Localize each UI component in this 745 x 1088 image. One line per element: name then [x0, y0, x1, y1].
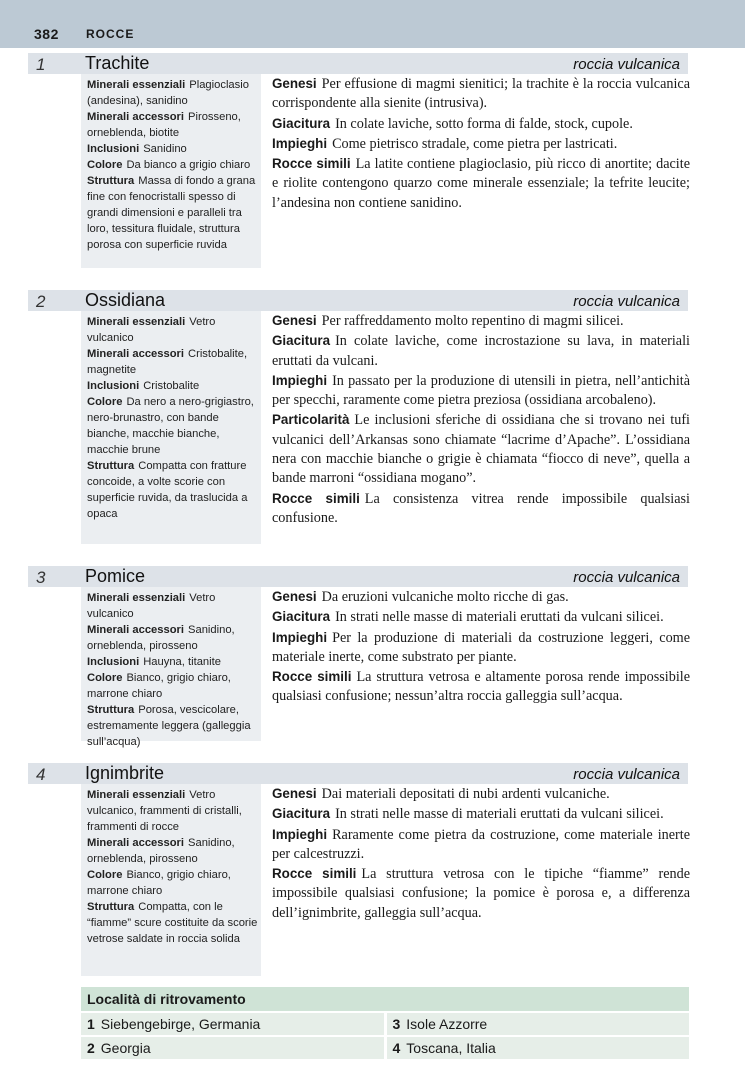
properties-box — [81, 587, 261, 748]
desc-paragraph: Rocce simili La consistenza vitrea rende impossibile qualsiasi confusione. — [272, 490, 690, 526]
desc-paragraph: Giacitura In colate laviche, come incrostazione su lava, in materiali eruttati da vulcani. — [272, 333, 690, 369]
desc-paragraph: Giacitura In strati nelle masse di materiali eruttati da vulcani silicei. — [272, 609, 664, 626]
location-cell: 2 Georgia — [81, 1037, 384, 1059]
prop-line: Minerali essenziali Plagioclasio (andesina), sanidino — [87, 79, 249, 107]
location-cell: 3 Isole Azzorre — [387, 1013, 690, 1035]
location-cell: 1 Siebengebirge, Germania — [81, 1013, 384, 1035]
rock-type: roccia vulcanica — [573, 766, 680, 783]
prop-line: Minerali accessori Sanidino, orneblenda, pirosseno — [87, 624, 235, 652]
desc-paragraph: Impieghi Per la produzione di materiali da costruzione leggeri, come materiale inerte, come substrato per piante. — [272, 629, 690, 665]
desc-paragraph: Giacitura In strati nelle masse di materiali eruttati da vulcani silicei. — [272, 806, 664, 823]
desc-paragraph: Impieghi In passato per la produzione di utensili in pietra, nell’antichità per specchi, raramente come pietra preziosa (ossidiana arcobaleno). — [272, 372, 690, 409]
prop-line: Struttura Compatta con fratture concoide, a volte scorie con superficie ruvida, da traslucida a opaca — [87, 460, 248, 520]
description — [272, 311, 690, 528]
rock-name: Pomice — [85, 566, 146, 586]
rock-number: 1 — [36, 55, 46, 74]
desc-paragraph: Genesi Da eruzioni vulcaniche molto ricche di gas. — [272, 589, 569, 605]
desc-paragraph: Impieghi Come pietrisco stradale, come pietra per lastricati. — [272, 135, 618, 152]
rock-name: Ignimbrite — [85, 763, 165, 783]
prop-line: Struttura Compatta, con le “fiamme” scure costituite da scorie vetrose saldate in roccia solida — [87, 901, 258, 945]
description — [272, 587, 690, 707]
properties-box — [81, 784, 261, 976]
locations-table — [81, 987, 689, 1059]
prop-line: Struttura Porosa, vescicolare, estremamente leggera (galleggia sull’acqua) — [87, 704, 251, 748]
rock-type: roccia vulcanica — [573, 569, 680, 586]
prop-line: Struttura Massa di fondo a grana fine con fenocristalli spesso di grandi dimensioni e paralleli tra loro, tessitura fluidale, struttura porosa con superficie ruvida — [87, 175, 256, 251]
prop-line: Minerali essenziali Vetro vulcanico — [87, 592, 216, 620]
prop-line: Minerali accessori Cristobalite, magnetite — [87, 348, 248, 376]
desc-paragraph: Genesi Per effusione di magmi sienitici; la trachite è la roccia vulcanica corrispondente alla sienite (intrusiva). — [272, 76, 690, 112]
rock-number: 2 — [36, 292, 46, 311]
prop-line: Inclusioni Cristobalite — [87, 380, 200, 392]
desc-paragraph: Genesi Dai materiali depositati di nubi ardenti vulcaniche. — [272, 786, 610, 802]
rock-type: roccia vulcanica — [573, 56, 680, 73]
desc-paragraph: Genesi Per raffreddamento molto repentino di magmi silicei. — [272, 313, 624, 329]
desc-paragraph: Particolarità Le inclusioni sferiche di ossidiana che si trovano nei tufi vulcanici dell’Arkansas sono chiamate “lacrime d’Apache”. L’ossidiana nera con macchie bianche o grigie è chiamata “fiocco di neve”, quella a bande marroni “ossidiana mogano”. — [272, 412, 690, 487]
rock-number: 3 — [36, 568, 46, 587]
desc-paragraph: Rocce simili La struttura vetrosa e altamente porosa rende impossibile qualsiasi confusione; nessun’altra roccia galleggia sull’acqua. — [272, 669, 691, 705]
prop-line: Minerali essenziali Vetro vulcanico, frammenti di cristalli, frammenti di rocce — [87, 789, 242, 833]
desc-paragraph: Rocce simili La latite contiene plagioclasio, più ricco di anortite; dacite e riolite contengono quarzo come minerale essenziale; la tefrite leucite; l’andesina non contiene sanidino. — [272, 156, 690, 211]
prop-line: Minerali accessori Sanidino, orneblenda, pirosseno — [87, 837, 235, 865]
page-number: 382 — [34, 26, 59, 42]
rock-type: roccia vulcanica — [573, 293, 680, 310]
description — [272, 74, 690, 213]
prop-line: Minerali accessori Pirosseno, orneblenda, biotite — [87, 111, 241, 139]
location-cell: 4 Toscana, Italia — [387, 1037, 690, 1059]
desc-paragraph: Rocce simili La struttura vetrosa con le tipiche “fiamme” rende impossibile qualsiasi confusione; la pomice è porosa e, a differenza dell’ignimbrite, galleggia sull’acqua. — [272, 866, 690, 921]
prop-line: Minerali essenziali Vetro vulcanico — [87, 316, 216, 344]
locations-row — [81, 1037, 689, 1059]
prop-line: Colore Da bianco a grigio chiaro — [87, 159, 251, 171]
section-title: ROCCE — [86, 27, 135, 41]
desc-paragraph: Giacitura In colate laviche, sotto forma di falde, stock, cupole. — [272, 115, 633, 132]
prop-line: Inclusioni Hauyna, titanite — [87, 656, 221, 668]
properties-box — [81, 311, 261, 544]
prop-line: Inclusioni Sanidino — [87, 143, 187, 155]
rock-name: Ossidiana — [85, 290, 166, 310]
rock-name: Trachite — [85, 53, 150, 73]
description — [272, 784, 690, 923]
prop-line: Colore Da nero a nero-grigiastro, nero-brunastro, con bande bianche, macchie bianche, macchie brune — [87, 396, 254, 456]
locations-title: Località di ritrovamento — [81, 987, 689, 1011]
prop-line: Colore Bianco, grigio chiaro, marrone chiaro — [87, 672, 231, 700]
desc-paragraph: Impieghi Raramente come pietra da costruzione, come materiale inerte per calcestruzzi. — [272, 826, 690, 862]
rock-number: 4 — [36, 765, 46, 784]
prop-line: Colore Bianco, grigio chiaro, marrone chiaro — [87, 869, 231, 897]
properties-box — [81, 74, 261, 268]
locations-row — [81, 1013, 689, 1035]
